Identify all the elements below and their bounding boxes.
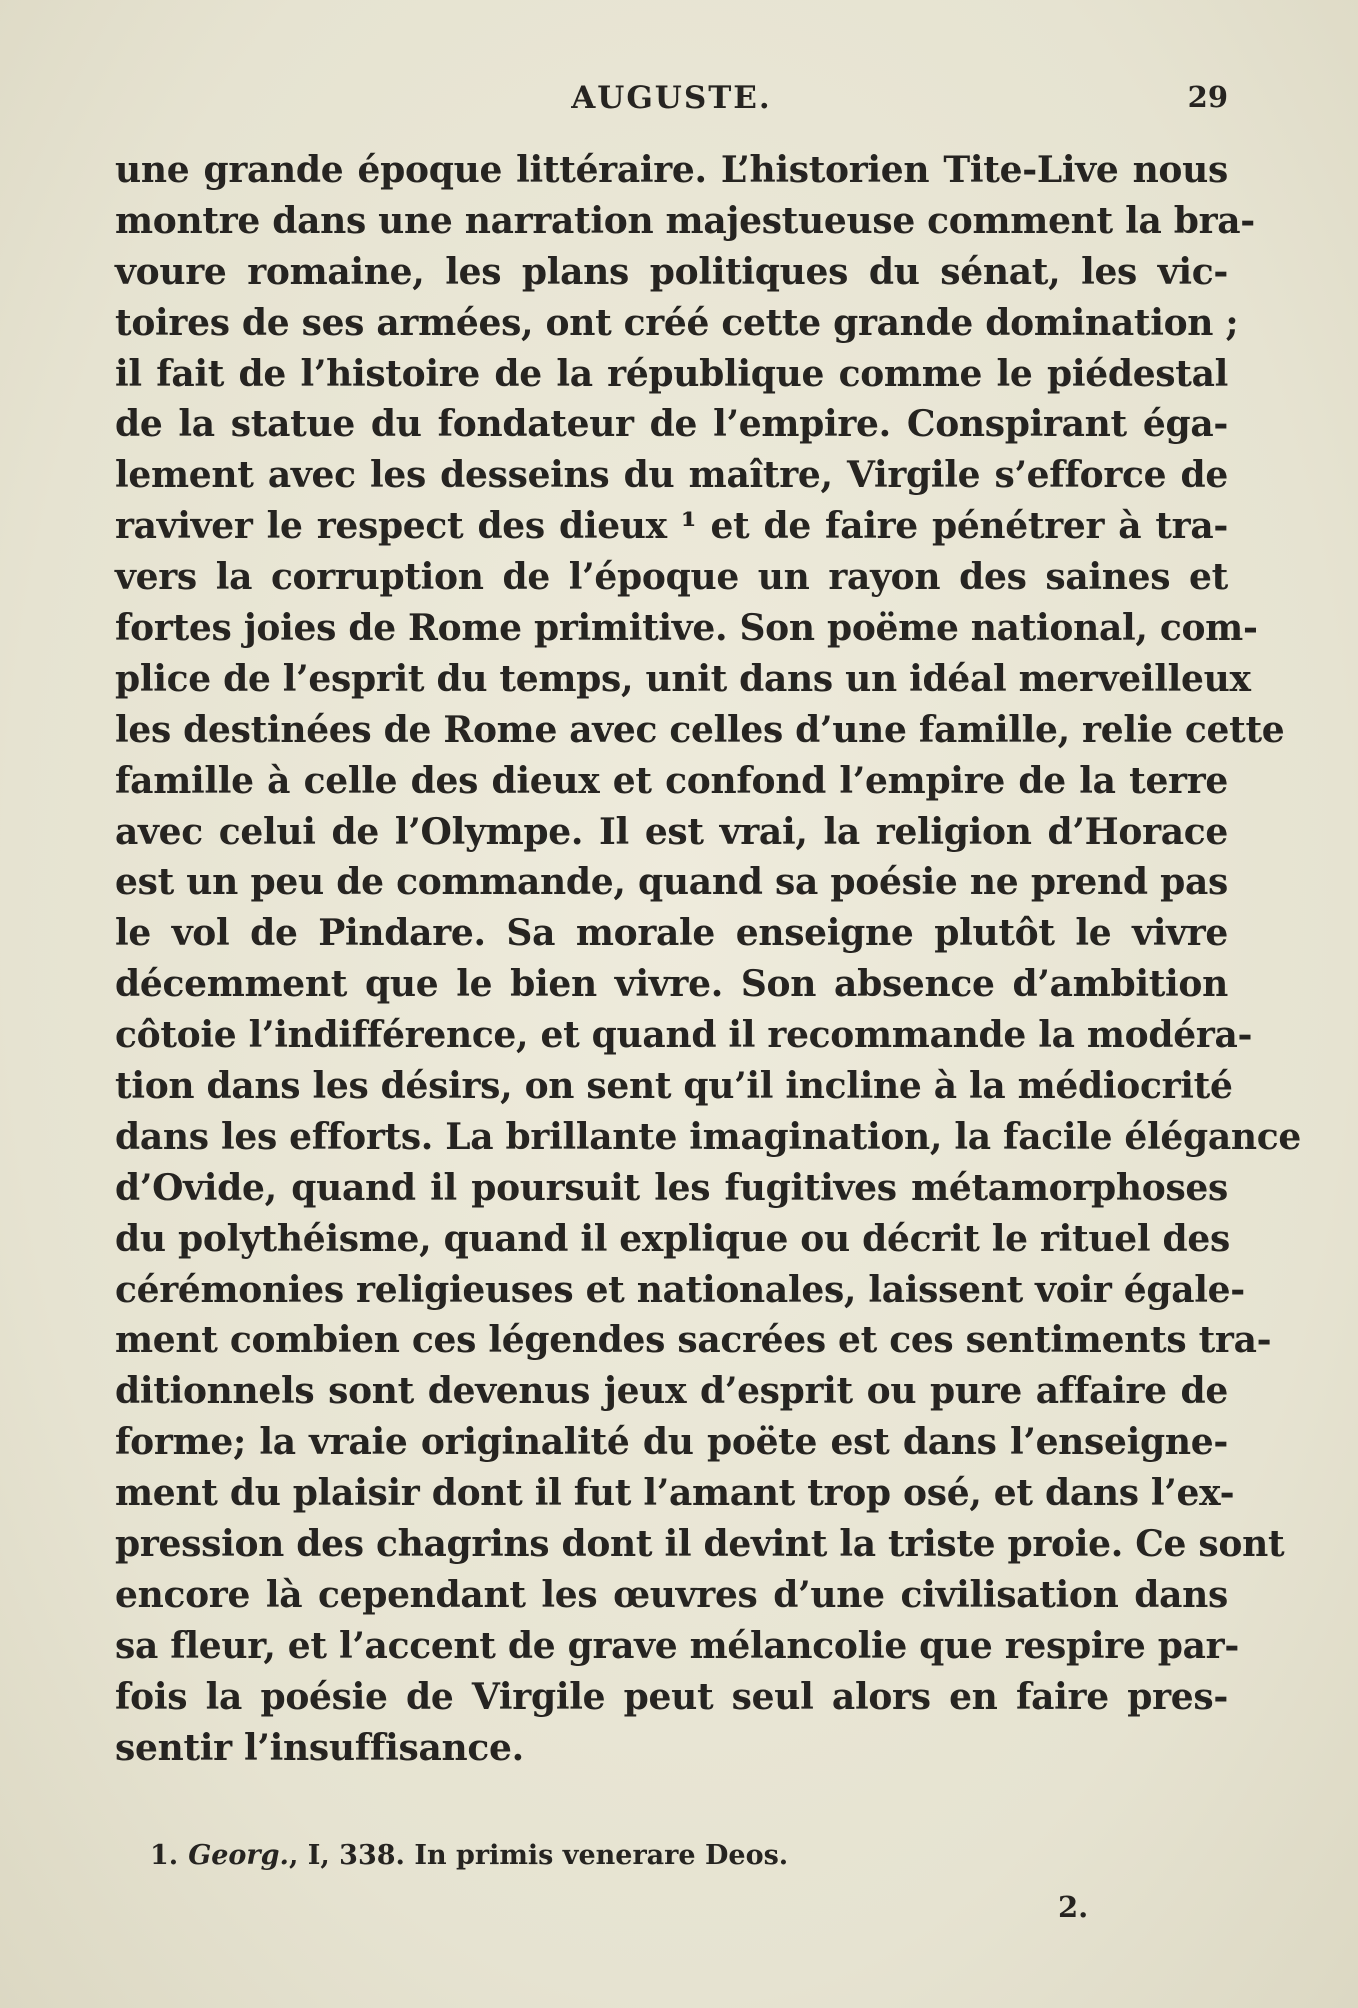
text-line: montre dans une narration majestueuse comment la bra-: [115, 199, 1255, 242]
text-line: les destinées de Rome avec celles d’une famille, relie cette: [115, 708, 1285, 751]
text-line: voure romaine, les plans politiques du sénat, les vic-: [115, 250, 1228, 293]
text-line: sa fleur, et l’accent de grave mélancolie que respire par-: [115, 1624, 1239, 1667]
text-line: le vol de Pindare. Sa morale enseigne plutôt le vivre: [115, 912, 1228, 955]
footnote-work-title: Georg.: [188, 1840, 289, 1871]
text-line: d’Ovide, quand il poursuit les fugitives métamorphoses: [115, 1166, 1228, 1209]
text-line: vers la corruption de l’époque un rayon des saines et: [115, 556, 1228, 599]
signature-mark: 2.: [1058, 1890, 1089, 1924]
text-line: du polythéisme, quand il explique ou décrit le rituel des: [115, 1217, 1230, 1260]
page-number: 29: [1187, 80, 1228, 114]
text-line: de la statue du fondateur de l’empire. Conspirant éga-: [115, 403, 1228, 446]
footnote: [150, 1840, 788, 1871]
text-line: tion dans les désirs, on sent qu’il incline à la médiocrité: [115, 1065, 1233, 1108]
text-line: pression des chagrins dont il devint la triste proie. Ce sont: [115, 1523, 1285, 1566]
text-line: ment combien ces légendes sacrées et ces sentiments tra-: [115, 1319, 1272, 1362]
text-line: côtoie l’indifférence, et quand il recommande la modéra-: [115, 1014, 1253, 1057]
text-line: fortes joies de Rome primitive. Son poëme national, com-: [115, 607, 1258, 650]
running-title: AUGUSTE.: [571, 80, 772, 116]
text-line: avec celui de l’Olympe. Il est vrai, la religion d’Horace: [115, 810, 1228, 853]
text-line: ditionnels sont devenus jeux d’esprit ou pure affaire de: [115, 1370, 1228, 1413]
text-line: décemment que le bien vivre. Son absence d’ambition: [115, 963, 1228, 1006]
text-line: ment du plaisir dont il fut l’amant trop osé, et dans l’ex-: [115, 1472, 1235, 1515]
text-line: forme; la vraie originalité du poëte est dans l’enseigne-: [115, 1421, 1228, 1464]
text-line: raviver le respect des dieux ¹ et de faire pénétrer à tra-: [115, 505, 1228, 548]
text-line: encore là cependant les œuvres d’une civilisation dans: [115, 1573, 1228, 1616]
footnote-reference: , I, 338. In primis venerare Deos.: [288, 1840, 789, 1871]
text-line: cérémonies religieuses et nationales, laissent voir égale-: [115, 1268, 1245, 1311]
body-text: [115, 145, 1302, 1774]
footnote-number: 1.: [150, 1840, 179, 1871]
text-line: est un peu de commande, quand sa poésie ne prend pas: [115, 861, 1228, 904]
text-line: fois la poésie de Virgile peut seul alors en faire pres-: [115, 1675, 1228, 1718]
text-line: toires de ses armées, ont créé cette grande domination ;: [115, 301, 1239, 344]
text-line: plice de l’esprit du temps, unit dans un idéal merveilleux: [115, 657, 1251, 700]
text-line: famille à celle des dieux et confond l’empire de la terre: [115, 759, 1228, 802]
text-line: une grande époque littéraire. L’historien Tite-Live nous: [115, 149, 1228, 191]
page-header: [115, 80, 1228, 130]
text-line: dans les efforts. La brillante imagination, la facile élégance: [115, 1115, 1302, 1158]
text-line: lement avec les desseins du maître, Virgile s’efforce de: [115, 454, 1228, 497]
text-line: il fait de l’histoire de la république comme le piédestal: [115, 352, 1228, 395]
text-line: sentir l’insuffisance.: [115, 1726, 524, 1769]
